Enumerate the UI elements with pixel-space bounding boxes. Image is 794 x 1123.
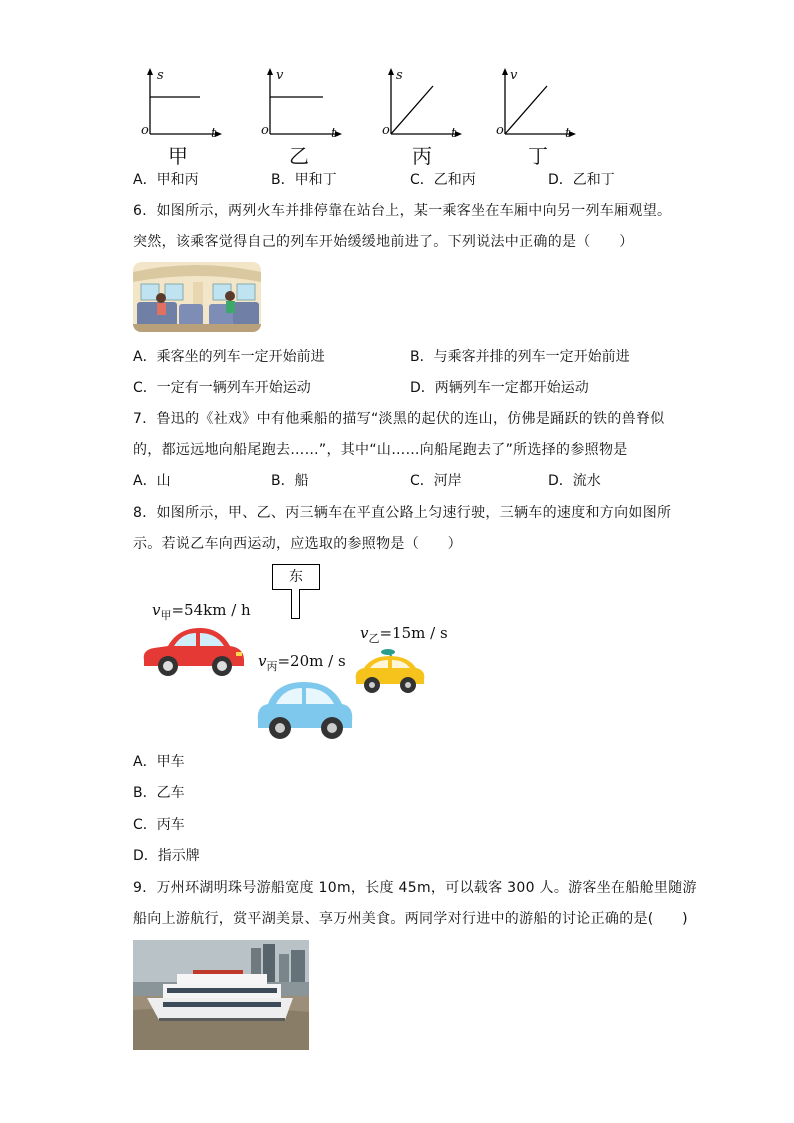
q7-option-d[interactable]: D．流水 <box>548 473 601 489</box>
graph-yi <box>256 66 356 176</box>
q6-stem-line2: 突然，该乘客觉得自己的列车开始缓缓地前进了。下列说法中正确的是（ ） <box>133 234 634 250</box>
q5-option-d[interactable]: D．乙和丁 <box>548 172 615 188</box>
graph-ding-name: 丁 <box>528 144 548 168</box>
q9-stem-line1: 9．万州环湖明珠号游船宽度 10m，长度 45m，可以载客 300 人。游客坐在船舱里随游 <box>133 880 697 896</box>
direction-sign-label: 东 <box>272 564 320 590</box>
graph-ding-ylabel: v <box>510 68 518 83</box>
q8-option-b[interactable]: B．乙车 <box>133 785 185 801</box>
q8-stem-line2: 示。若说乙车向西运动，应选取的参照物是（ ） <box>133 536 462 552</box>
graph-bing-origin: o <box>382 123 390 138</box>
q6-option-c[interactable]: C．一定有一辆列车开始运动 <box>133 380 311 396</box>
graph-jia-ylabel: s <box>157 68 164 83</box>
train-interior-image <box>133 262 261 332</box>
graph-bing-name: 丙 <box>412 144 432 168</box>
cruise-ship-photo <box>133 940 309 1050</box>
speed-label-bing: $v_丙=20m / s$ <box>258 652 346 673</box>
direction-sign-post <box>291 589 300 619</box>
q6-option-a[interactable]: A．乘客坐的列车一定开始前进 <box>133 349 325 365</box>
q8-option-c[interactable]: C．丙车 <box>133 817 185 833</box>
graph-ding-xlabel: t <box>565 126 571 141</box>
graph-jia <box>138 66 238 176</box>
q5-option-b[interactable]: B．甲和丁 <box>271 172 337 188</box>
q7-option-c[interactable]: C．河岸 <box>410 473 462 489</box>
graph-yi-ylabel: v <box>276 68 284 83</box>
graph-yi-xlabel: t <box>331 126 337 141</box>
graph-yi-origin: o <box>261 123 269 138</box>
speed-label-yi: $v_乙=15m / s$ <box>360 624 448 645</box>
q8-option-a[interactable]: A．甲车 <box>133 754 185 770</box>
q7-option-a[interactable]: A．山 <box>133 473 171 489</box>
q6-stem-line1: 6．如图所示，两列火车并排停靠在站台上，某一乘客坐在车厢中向另一列车厢观望。 <box>133 203 672 219</box>
graph-ding <box>492 66 592 176</box>
q6-option-d[interactable]: D．两辆列车一定都开始运动 <box>410 380 589 396</box>
car-jia-red <box>138 624 248 680</box>
car-yi-yellow <box>352 648 428 696</box>
q7-stem-line1: 7．鲁迅的《社戏》中有他乘船的描写“淡黑的起伏的连山，仿佛是踊跃的铁的兽脊似 <box>133 411 665 427</box>
graph-jia-axes <box>138 66 238 156</box>
q9-stem-line2: 船向上游航行，赏平湖美景、享万州美食。两同学对行进中的游船的讨论正确的是( ) <box>133 911 688 927</box>
q5-option-a[interactable]: A．甲和丙 <box>133 172 199 188</box>
graph-bing-xlabel: t <box>451 126 457 141</box>
graph-jia-origin: o <box>141 123 149 138</box>
q5-option-c[interactable]: C．乙和丙 <box>410 172 476 188</box>
q8-stem-line1: 8．如图所示，甲、乙、丙三辆车在平直公路上匀速行驶，三辆车的速度和方向如图所 <box>133 505 672 521</box>
graph-jia-name: 甲 <box>168 144 188 168</box>
q8-option-d[interactable]: D．指示牌 <box>133 848 200 864</box>
graph-yi-name: 乙 <box>289 144 309 168</box>
graph-ding-origin: o <box>496 123 504 138</box>
graph-jia-xlabel: t <box>211 126 217 141</box>
q7-option-b[interactable]: B．船 <box>271 473 309 489</box>
graph-bing-ylabel: s <box>396 68 403 83</box>
q6-option-b[interactable]: B．与乘客并排的列车一定开始前进 <box>410 349 630 365</box>
speed-label-jia: $v_甲=54km / h$ <box>152 601 251 622</box>
car-bing-blue <box>254 676 356 742</box>
graph-bing <box>378 66 478 176</box>
q7-stem-line2: 的，都远远地向船尾跑去……”，其中“山……向船尾跑去了”所选择的参照物是 <box>133 442 628 458</box>
direction-sign <box>272 564 320 620</box>
